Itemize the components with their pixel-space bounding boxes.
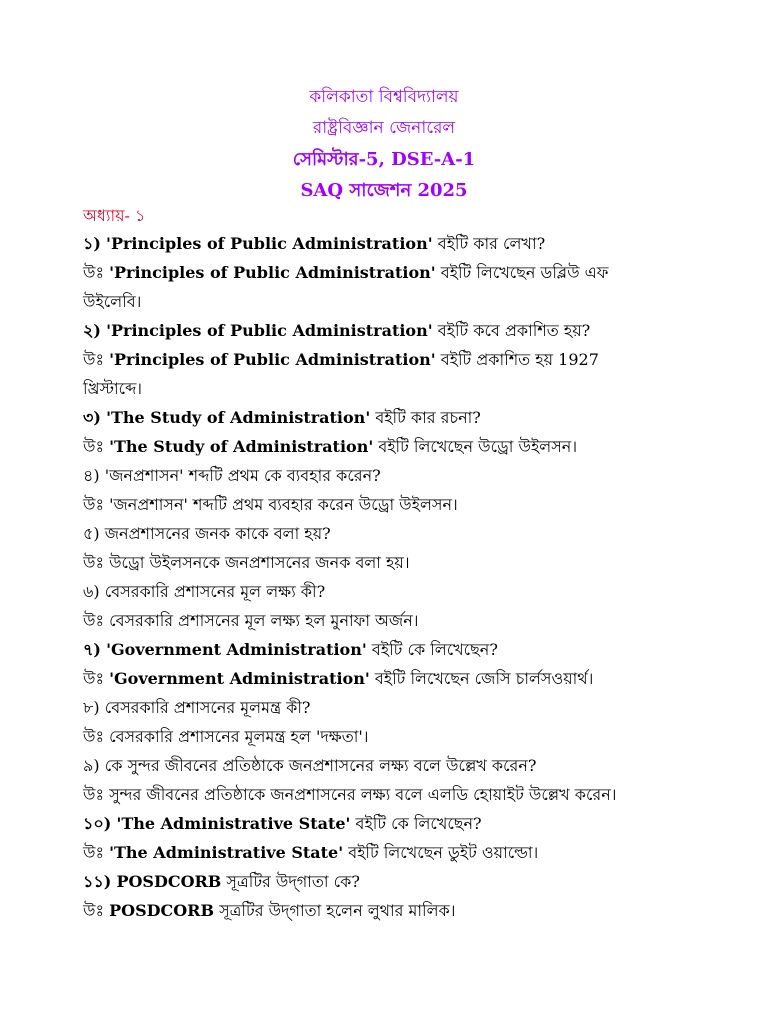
answer-text: বইটি লিখেছেন ডব্লিউ এফ উইলেবি। xyxy=(83,263,609,311)
qa-item xyxy=(83,635,643,693)
answer-text: বেসরকারি প্রশাসনের মূলমন্ত্র হল 'দক্ষতা'। xyxy=(109,727,369,746)
answer-prefix: উঃ xyxy=(83,437,104,456)
answer-line xyxy=(83,432,643,461)
question-number: ১) xyxy=(83,234,101,253)
answer-line xyxy=(83,258,643,316)
answer-prefix: উঃ xyxy=(83,843,104,862)
answer-prefix: উঃ xyxy=(83,553,104,572)
answer-line xyxy=(83,722,643,751)
question-title: 'The Administrative State' xyxy=(116,814,351,833)
question-line xyxy=(83,461,643,490)
answer-line xyxy=(83,345,643,403)
question-number: ৫) xyxy=(83,524,100,543)
answer-text: বইটি লিখেছেন জেসি চার্লসওয়ার্থ। xyxy=(374,669,594,688)
question-title: POSDCORB xyxy=(116,872,222,891)
qa-item xyxy=(83,316,643,403)
answer-text: সূত্রটির উদ্‌গাতা হলেন লুথার মালিক। xyxy=(219,901,456,920)
qa-item xyxy=(83,519,643,577)
qa-item xyxy=(83,751,643,809)
question-line xyxy=(83,519,643,548)
document-header xyxy=(0,82,768,206)
answer-title: POSDCORB xyxy=(109,901,214,920)
question-line xyxy=(83,635,643,664)
question-line xyxy=(83,577,643,606)
question-line xyxy=(83,809,643,838)
qa-item xyxy=(83,461,643,519)
qa-item xyxy=(83,229,643,316)
question-title: 'Government Administration' xyxy=(106,640,367,659)
question-text: সূত্রটির উদ্‌গাতা কে? xyxy=(226,872,360,891)
qa-item xyxy=(83,867,643,925)
question-text: কে সুন্দর জীবনের প্রতিষ্ঠাকে জনপ্রশাসনের লক্ষ্য বলে উল্লেখ করেন? xyxy=(104,756,537,775)
question-line xyxy=(83,403,643,432)
question-text: জনপ্রশাসনের জনক কাকে বলা হয়? xyxy=(104,524,331,543)
question-number: ১১) xyxy=(83,872,112,891)
answer-prefix: উঃ xyxy=(83,785,104,804)
answer-prefix: উঃ xyxy=(83,350,104,369)
qa-content xyxy=(83,203,643,925)
question-title: 'The Study of Administration' xyxy=(106,408,371,427)
answer-prefix: উঃ xyxy=(83,901,104,920)
answer-title: 'Principles of Public Administration' xyxy=(109,263,436,282)
question-number: ৭) xyxy=(83,640,101,659)
question-title: 'Principles of Public Administration' xyxy=(106,321,433,340)
answer-prefix: উঃ xyxy=(83,495,104,514)
semester-title: সেমিস্টার-5, DSE-A-1 xyxy=(292,149,476,170)
question-text: 'জনপ্রশাসন' শব্দটি প্রথম কে ব্যবহার করেন? xyxy=(104,466,381,485)
question-number: ২) xyxy=(83,321,101,340)
qa-item xyxy=(83,403,643,461)
question-line xyxy=(83,751,643,780)
qa-item xyxy=(83,577,643,635)
answer-text: বইটি লিখেছেন ডুইট ওয়াল্ডো। xyxy=(348,843,539,862)
answer-title: 'Government Administration' xyxy=(109,669,370,688)
answer-prefix: উঃ xyxy=(83,727,104,746)
question-line xyxy=(83,867,643,896)
question-number: ৩) xyxy=(83,408,101,427)
chapter-heading: অধ্যায়- ১ xyxy=(83,206,146,225)
question-line xyxy=(83,316,643,345)
answer-title: 'The Administrative State' xyxy=(109,843,344,862)
question-number: ১০) xyxy=(83,814,112,833)
answer-text: উড্রো উইলসনকে জনপ্রশাসনের জনক বলা হয়। xyxy=(109,553,410,572)
question-number: ৯) xyxy=(83,756,100,775)
answer-text: 'জনপ্রশাসন' শব্দটি প্রথম ব্যবহার করেন উড্রো উইলসন। xyxy=(109,495,458,514)
question-title: 'Principles of Public Administration' xyxy=(106,234,433,253)
answer-line xyxy=(83,548,643,577)
answer-prefix: উঃ xyxy=(83,263,104,282)
question-text: বেসরকারি প্রশাসনের মূল লক্ষ্য কী? xyxy=(104,582,326,601)
answer-title: 'The Study of Administration' xyxy=(109,437,374,456)
question-number: ৪) xyxy=(83,466,100,485)
answer-line xyxy=(83,896,643,925)
answer-line xyxy=(83,664,643,693)
subject-title: রাষ্ট্রবিজ্ঞান জেনারেল xyxy=(312,118,456,138)
qa-item xyxy=(83,809,643,867)
answer-line xyxy=(83,780,643,809)
question-text: বইটি কার লেখা? xyxy=(437,234,546,253)
answer-text: বইটি প্রকাশিত হয় 1927 খ্রিস্টাব্দে। xyxy=(83,350,599,398)
question-text: বইটি কে লিখেছেন? xyxy=(371,640,498,659)
answer-text: সুন্দর জীবনের প্রতিষ্ঠাকে জনপ্রশাসনের লক্ষ্য বলে এলডি হোয়াইট উল্লেখ করেন। xyxy=(109,785,617,804)
answer-title: 'Principles of Public Administration' xyxy=(109,350,436,369)
suggestion-title: SAQ সাজেশন 2025 xyxy=(300,180,468,201)
question-number: ৮) xyxy=(83,698,100,717)
question-line xyxy=(83,229,643,258)
question-number: ৬) xyxy=(83,582,100,601)
question-text: বইটি কবে প্রকাশিত হয়? xyxy=(437,321,591,340)
answer-line xyxy=(83,490,643,519)
question-text: বেসরকারি প্রশাসনের মূলমন্ত্র কী? xyxy=(104,698,311,717)
question-text: বইটি কে লিখেছেন? xyxy=(355,814,482,833)
qa-list xyxy=(83,229,643,925)
university-title: কলিকাতা বিশ্ববিদ্যালয় xyxy=(309,87,459,107)
answer-line xyxy=(83,838,643,867)
answer-line xyxy=(83,606,643,635)
answer-prefix: উঃ xyxy=(83,611,104,630)
question-text: বইটি কার রচনা? xyxy=(375,408,481,427)
answer-text: বইটি লিখেছেন উড্রো উইলসন। xyxy=(378,437,578,456)
answer-prefix: উঃ xyxy=(83,669,104,688)
question-line xyxy=(83,693,643,722)
qa-item xyxy=(83,693,643,751)
answer-text: বেসরকারি প্রশাসনের মূল লক্ষ্য হল মুনাফা অর্জন। xyxy=(109,611,419,630)
